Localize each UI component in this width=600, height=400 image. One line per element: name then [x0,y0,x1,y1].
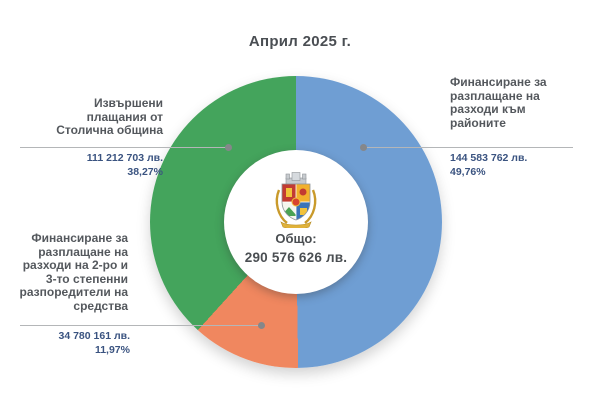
label-blue-segment [450,76,585,130]
leader-dot-orange [258,322,265,329]
total-value: 290 576 626 лв. [244,250,348,265]
values-blue-segment [450,151,585,179]
leader-dot-green [225,144,232,151]
leader-dot-blue [360,144,367,151]
segment-percent: 49,76% [450,166,486,178]
label-line: разпоредители на [19,285,128,299]
label-line: Финансиране за [31,231,128,245]
label-orange-segment [14,232,128,313]
leader-line-orange [20,325,261,326]
label-line: разходи към [450,102,526,116]
segment-value: 111 212 703 лв. [86,152,163,164]
label-line: районите [450,115,506,130]
total-label: Общо: [275,231,317,246]
label-line: плащания от [86,109,163,124]
label-line: средства [73,298,128,313]
label-line: разплащане на [38,244,128,259]
values-orange-segment [20,329,130,357]
leader-line-green [20,147,228,148]
label-line: разплащане на [450,88,540,103]
label-line: разходи на 2-ро и [22,258,128,272]
segment-value: 34 780 161 лв. [58,330,130,342]
segment-value: 144 583 762 лв. [450,152,528,164]
label-line: Финансиране за [450,75,547,89]
chart-title: Април 2025 г. [248,33,352,50]
segment-percent: 11,97% [94,344,130,356]
label-line: Извършени [93,96,163,110]
values-green-segment [20,151,163,179]
segment-percent: 38,27% [127,166,163,178]
label-line: Столична община [56,123,163,137]
leader-line-blue [363,147,573,148]
label-line: 3-то степенни [45,271,128,286]
label-green-segment [20,97,163,138]
sofia-coat-of-arms-logo [273,172,319,228]
